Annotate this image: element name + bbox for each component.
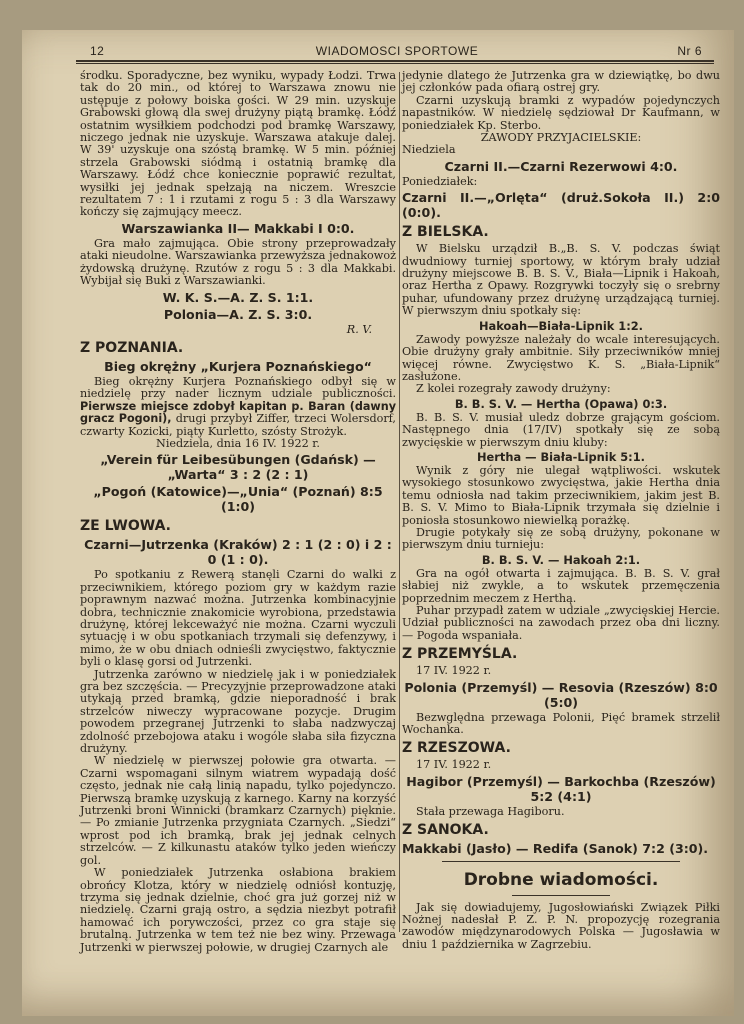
paragraph: Stała przewaga Hagiboru. bbox=[416, 804, 565, 818]
day-label: Niedziela bbox=[402, 143, 456, 157]
column-divider bbox=[399, 72, 400, 932]
match-heading: Hertha — Biała-Lipnik 5:1. bbox=[477, 449, 645, 464]
section-heading: Z PRZEMYŚLA. bbox=[402, 646, 518, 663]
paragraph: Po spotkaniu z Rewerą stanęli Czarni do walki z przeciwnikiem, którego poziom gry w każdym razie poprawnym nazwać można. Jutrzenka kombinacyjnie dobra, technicznie znakomicie wyrobiona, przedstawia drużynę, której lekceważyć nie można. Czarni wyczuli sytuację i w obu spotkaniach trzymali się defenzywy, i mimo, że w obu dniach odnieśli zwycięstwo, faktycznie byli o klasę gorsi od Jutrzenki. bbox=[80, 568, 396, 669]
section-rule bbox=[442, 861, 680, 862]
match-heading: „Pogoń (Katowice)—„Unia“ (Poznań) 8:5 (1:0) bbox=[93, 484, 383, 515]
event-heading: Bieg okrężny „Kurjera Poznańskiego“ bbox=[104, 358, 372, 374]
match-heading: Polonia (Przemyśl) — Resovia (Rzeszów) 8:0 (5:0) bbox=[404, 679, 718, 710]
match-heading: „Verein für Leibesübungen (Gdańsk) —„Warta“ 3 : 2 (2 : 1) bbox=[100, 452, 376, 483]
paragraph: W poniedziałek Jutrzenka osłabiona brakiem obrońcy Klotza, który w niedzielę odniósł kontuzję, trzyma się jednak dzielnie, choć gra już gorzej niż w niedzielę. Czarni grają ostro, a sędzia niezbyt potrafił hamować ich porywczości, przez co gra staje się brutalną. Jutrzenka w tem też nie bez winy. Przewaga Jutrzenki w pierwszej połowie, w drugiej Czarnych ale bbox=[80, 866, 396, 954]
paragraph: Jak się dowiadujemy, Jugosłowiański Związek Piłki Nożnej nadesłał P. Z. P. N. propozycję rozegrania zawodów międzynarodowych Polska — Jugosławia w dniu 1 października w Zagrzebiu. bbox=[402, 900, 720, 951]
date-line: 17 IV. 1922 r. bbox=[416, 758, 492, 772]
header-rule bbox=[76, 60, 714, 64]
paragraph: Gra na ogół otwarta i zajmująca. B. B. S. V. grał słabiej niż zwykle, a to wskutek przemęczenia poprzednim meczem z Herthą. bbox=[402, 566, 720, 605]
match-heading: Czarni—Jutrzenka (Kraków) 2 : 1 (2 : 0) i 2 : 0 (1 : 0). bbox=[84, 537, 392, 568]
match-heading: Makkabi (Jasło) — Redifa (Sanok) 7:2 (3:0). bbox=[402, 841, 709, 857]
text-run: drugi przybył Ziffer, trzeci Wolersdorf, czwarty Kozicki, piąty Kurletto, szósty Strożyk. bbox=[80, 412, 396, 438]
paragraph bbox=[80, 376, 396, 438]
section-heading: Z SANOKA. bbox=[402, 822, 489, 839]
newspaper-title: WIADOMOSCI SPORTOWE bbox=[315, 44, 479, 58]
right-column bbox=[402, 70, 720, 951]
match-heading: Hagibor (Przemyśl) — Barkochba (Rzeszów) 5:2 (4:1) bbox=[406, 773, 716, 804]
section-heading: ZE LWOWA. bbox=[80, 518, 171, 535]
date-line: 17 IV. 1922 r. bbox=[416, 664, 492, 678]
paragraph: Drugie potykały się ze sobą drużyny, pokonane w pierwszym dniu turnieju: bbox=[402, 525, 720, 552]
paragraph: Bezwględna przewaga Polonii, Pięć bramek strzelił Wochanka. bbox=[402, 710, 720, 737]
bold-text-run: Pierwsze miejsce zdobył kapitan p. Baran (dawny gracz Pogoni), bbox=[80, 399, 396, 426]
left-column bbox=[80, 70, 396, 954]
paragraph: Puhar przypadł zatem w udziale „zwycięskiej Hercie. Udział publiczności na zawodach przez oba dni liczny. — Pogoda wspaniała. bbox=[402, 604, 720, 642]
match-heading: B. B. S. V. — Hakoah 2:1. bbox=[481, 552, 641, 567]
paragraph: Jutrzenka zarówno w niedzielę jak i w poniedziałek gra bez szczęścia. — Precyzyjnie przeprowadzone ataki utykają przed bramką, gdzie nieporadność i brak strzelców niweczy wypracowane pozycje. Drugim powodem przegranej Jutrzenki to słaba nadzwyczaj zdolność przebojowa ataku i wogóle słaba siła fizyczna drużyny. bbox=[80, 667, 396, 756]
section-heading: Z RZESZOWA. bbox=[402, 740, 511, 757]
match-heading: B. B. S. V. — Hertha (Opawa) 0:3. bbox=[454, 396, 668, 411]
date-line: Niedziela, dnia 16 IV. 1922 r. bbox=[156, 436, 320, 450]
paragraph: środku. Sporadyczne, bez wyniku, wypady Łodzi. Trwa tak do 20 min., od której to Warszawa znowu nie ustępuje z połowy boiska gości. W 29 min. uzyskuje Grabowski głową dla swej drużyny piątą bramkę. Łódź ostatnim wysiłkiem podchodzi pod bramkę Warszawy, niczego jednak nie uzyskuje. Warszawa atakuje dalej. W 39' uzyskuje ona szóstą bramkę. W 5 min. później strzela Grabowski siódmą i ostatnią bramkę dla Warszawy. Łódź chce koniecznie poprawić rezultat, wysiłki jej jednak spełzają na niczem. Wreszcie rezultatem 7 : 1 i rzutami z rogu 5 : 3 dla Warszawy kończy się zajmujący meecz. bbox=[80, 69, 396, 219]
paragraph: W Bielsku urządził B.„B. S. V. podczas świąt dwudniowy turniej sportowy, w którym brały udział drużyny miejscowe B. B. S. V., Biała—Lipnik i Hakoah, oraz Hertha z Opawy. Rozgrywki toczyły się o srebrny puhar, ufundowany przez drużynę urządzającą turniej. W pierwszym dniu spotkały się: bbox=[402, 242, 720, 318]
news-section-heading: Drobne wiadomości. bbox=[463, 870, 659, 891]
paragraph: W niedzielę w pierwszej połowie gra otwarta. — Czarni wspomagani silnym wiatrem wypadają dość często, jednak nie całą linią napadu, tylko pojedynczo. Pierwszą bramkę uzyskują z karnego. Karny na korzyść Jutrzenki broni Winnicki (bramkarz Czarnych) pięknie. — Po zmianie Jutrzenka przygniata Czarnych. „Siedzi“ wprost pod ich bramką, brak jej jednak celnych strzelców. — Z kilkunastu ataków tylko jeden wieńczy gol. bbox=[80, 754, 396, 867]
match-heading: Polonia—A. Z. S. 3:0. bbox=[163, 306, 313, 322]
heading-rule bbox=[512, 895, 610, 896]
match-heading: Hakoah—Biała-Lipnik 1:2. bbox=[478, 318, 644, 333]
paragraph: jedynie dlatego że Jutrzenka gra w dziewiątkę, bo dwu jej członków pada ofiarą ostrej gry. bbox=[402, 69, 720, 95]
match-heading: Czarni II.—Czarni Rezerwowi 4:0. bbox=[444, 158, 678, 174]
paragraph: Z kolei rozegrały zawody drużyny: bbox=[416, 382, 611, 396]
day-label: Poniedziałek: bbox=[402, 174, 478, 188]
paragraph: Wynik z góry nie ulegał wątpliwości. wskutek wysokiego stosunkowo zwycięstwa, jakie Hertha dnia temu odniosła nad takim przeciwnikiem, jakim jest B. B. S. V. Mimo to Biała-Lipnik trzymała się dzielnie i poniosła stosunkowo niewielką porażkę. bbox=[402, 463, 720, 527]
match-heading: W. K. S.—A. Z. S. 1:1. bbox=[162, 289, 314, 305]
page-header bbox=[88, 40, 706, 60]
text-run: Bieg okrężny Kurjera Poznańskiego odbył się w niedzielę przy nader licznym udziale publiczności. bbox=[80, 374, 396, 401]
paragraph: Zawody powyższe należały do wcale interesujących. Obie drużyny grały ambitnie. Siły przeciwników mniej więcej równe. Zwycięstwo K. S. „Biała-Lipnik“ zasłużone. bbox=[402, 332, 720, 383]
section-heading: Z POZNANIA. bbox=[80, 339, 184, 356]
section-heading: Z BIELSKA. bbox=[402, 224, 489, 241]
match-heading: Czarni II.—„Orlęta“ (druż.Sokoła II.) 2:0 (0:0). bbox=[402, 190, 720, 221]
paragraph: Gra mało zajmująca. Obie strony przeprowadzały ataki nieudolne. Warszawianka przewyższa jednakowoż żydowską drużynę. Rzutów z rogu 5 : 3 dla Makkabi. Wybijał się Buki z Warszawianki. bbox=[80, 236, 396, 288]
paragraph: B. B. S. V. musiał uledz dobrze grającym gościom. Następnego dnia (17/IV) spotkały się ze sobą zwycięskie w pierwszym dniu kluby: bbox=[402, 410, 720, 449]
author-signature: R. V. bbox=[346, 322, 372, 336]
subsection-heading: ZAWODY PRZYJACIELSKIE: bbox=[480, 131, 642, 145]
issue-number: Nr 6 bbox=[677, 44, 702, 58]
page-number: 12 bbox=[90, 44, 105, 58]
match-heading: Warszawianka II— Makkabi I 0:0. bbox=[121, 220, 355, 236]
paragraph: Czarni uzyskują bramki z wypadów pojedynczych napastników. W niedzielę sędziował Dr Kaufmann, w poniedziałek Kp. Sterbo. bbox=[402, 93, 720, 132]
